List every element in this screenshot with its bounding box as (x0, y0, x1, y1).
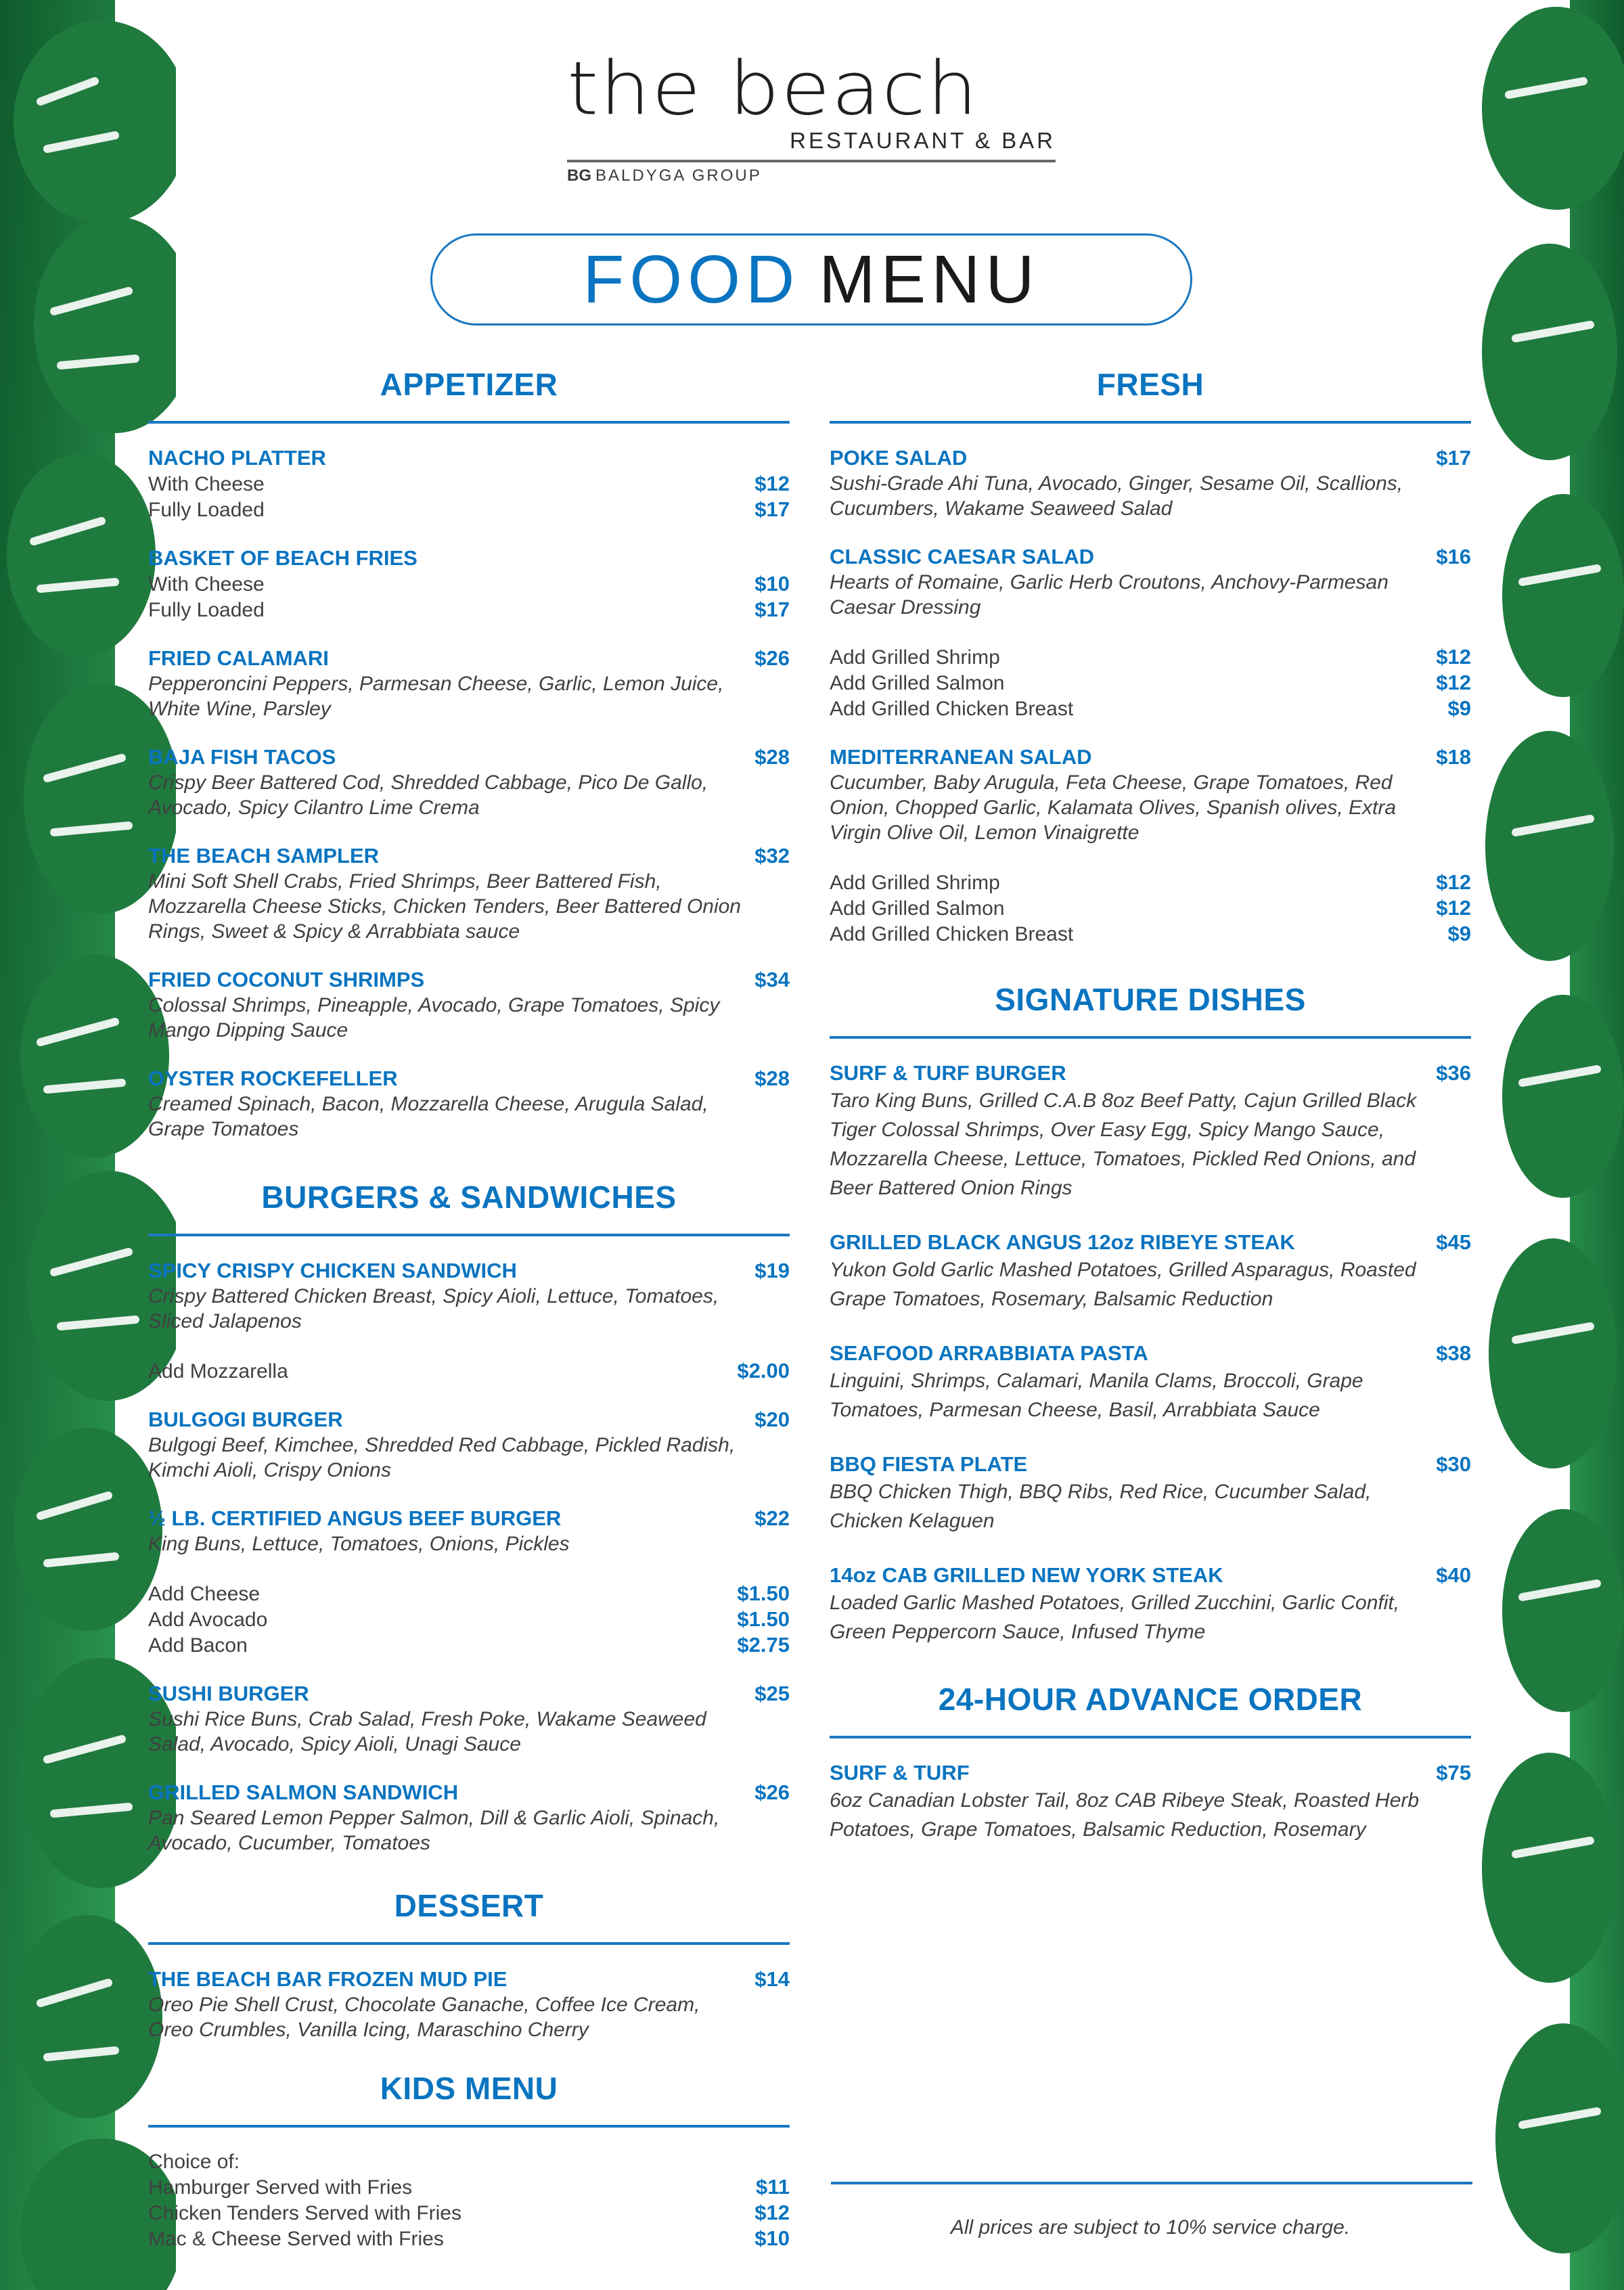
item-description: Creamed Spinach, Bacon, Mozzarella Cheese, Arugula Salad, Grape Tomatoes (148, 1093, 708, 1140)
page-title (430, 233, 1192, 325)
menu-item (148, 1780, 790, 1856)
logo-subtitle: RESTAURANT & BAR (790, 128, 1056, 153)
item-name: ½ LB. CERTIFIED ANGUS BEEF BURGER (148, 1506, 562, 1530)
item-description: Taro King Buns, Grilled C.A.B 8oz Beef Patty, Cajun Grilled Black Tiger Colossal Shrimps, Over Easy Egg, Spicy Mango Sauce, Mozzarella Cheese, Lettuce, Tomatoes, Pickled Red Onions, and Beer Battered Onion Rings (830, 1090, 1417, 1199)
section-title: SIGNATURE DISHES (995, 982, 1306, 1017)
item-description: Colossal Shrimps, Pineapple, Avocado, Grape Tomatoes, Spicy Mango Dipping Sauce (148, 994, 720, 1041)
menu-item (148, 1681, 790, 1757)
section-fresh (830, 365, 1471, 947)
item-description: Mini Soft Shell Crabs, Fried Shrimps, Beer Battered Fish, Mozzarella Cheese Sticks, Chicken Tenders, Beer Battered Onion Rings, Sweet & Spicy & Arrabbiata sauce (148, 870, 741, 943)
price: $75 (1436, 1761, 1471, 1784)
footer-divider (831, 2182, 1472, 2184)
price: $22 (754, 1506, 790, 1530)
section-divider (148, 1942, 790, 1945)
item-name: GRILLED SALMON SANDWICH (148, 1780, 459, 1804)
price: $11 (755, 2175, 790, 2199)
price: $38 (1436, 1341, 1471, 1365)
menu-item (830, 544, 1471, 721)
addon-row: Add Cheese $1.50 (148, 1581, 790, 1605)
menu-item (148, 1258, 790, 1384)
group-name: BG BALDYGA GROUP (567, 166, 762, 185)
item-description: Crispy Beer Battered Cod, Shredded Cabbage, Pico De Gallo, Avocado, Spicy Cilantro Lime Crema (148, 771, 708, 819)
menu-item (148, 1506, 790, 1658)
price: $17 (754, 497, 790, 521)
service-charge-note: All prices are subject to 10% service charge. (950, 2216, 1351, 2239)
price: $12 (1436, 896, 1471, 920)
item-name: OYSTER ROCKEFELLER (148, 1067, 398, 1090)
section-advance-order (830, 1680, 1471, 1844)
addon-row: Add Grilled Shrimp $12 (830, 645, 1471, 669)
price: $2.00 (737, 1359, 790, 1383)
item-description: Sushi Rice Buns, Crab Salad, Fresh Poke, Wakame Seaweed Salad, Avocado, Spicy Aioli, Unagi Sauce (148, 1708, 706, 1755)
addon-row: Add Grilled Salmon $12 (830, 671, 1471, 694)
price: $10 (754, 572, 790, 596)
section-divider (830, 1036, 1471, 1039)
item-description: Crispy Battered Chicken Breast, Spicy Aioli, Lettuce, Tomatoes, Sliced Jalapenos (148, 1285, 719, 1332)
menu-item (148, 967, 790, 1043)
price: $10 (754, 2226, 790, 2250)
section-title: 24-HOUR ADVANCE ORDER (938, 1682, 1363, 1717)
menu-item (830, 1563, 1471, 1646)
section-divider (830, 1736, 1471, 1738)
item-name: BBQ FIESTA PLATE (830, 1452, 1028, 1476)
item-name: CLASSIC CAESAR SALAD (830, 545, 1094, 568)
item-description: Sushi-Grade Ahi Tuna, Avocado, Ginger, Sesame Oil, Scallions, Cucumbers, Wakame Seaweed Salad (830, 472, 1403, 520)
addon-row: Add Mozzarella $2.00 (148, 1359, 790, 1383)
item-name: FRIED COCONUT SHRIMPS (148, 968, 425, 991)
menu-item (148, 1967, 790, 2042)
item-name: GRILLED BLACK ANGUS 12oz RIBEYE STEAK (830, 1230, 1295, 1254)
price: $12 (1436, 671, 1471, 694)
addon-list (830, 644, 1471, 721)
price: $1.50 (737, 1607, 790, 1631)
item-name: SPICY CRISPY CHICKEN SANDWICH (148, 1259, 517, 1282)
section-burgers-sandwiches (148, 1178, 790, 1856)
price: $18 (1436, 745, 1471, 769)
section-divider (830, 421, 1471, 424)
section-appetizer (148, 365, 790, 1142)
menu-item (830, 1452, 1471, 1535)
menu-item (830, 744, 1471, 947)
price: $28 (754, 1067, 790, 1090)
item-description: Pepperoncini Peppers, Parmesan Cheese, Garlic, Lemon Juice, White Wine, Parsley (148, 673, 724, 720)
logo-divider (567, 160, 1056, 162)
addon-list (830, 870, 1471, 947)
item-name: NACHO PLATTER (148, 446, 326, 470)
menu-item (148, 1066, 790, 1142)
item-name: BULGOGI BURGER (148, 1408, 343, 1431)
addon-list (148, 1581, 790, 1658)
addon-row: Add Avocado $1.50 (148, 1607, 790, 1631)
price: $19 (754, 1259, 790, 1282)
item-description: Oreo Pie Shell Crust, Chocolate Ganache, Coffee Ice Cream, Oreo Crumbles, Vanilla Icing, Maraschino Cherry (148, 1994, 700, 2041)
price: $12 (754, 2201, 790, 2224)
price: $2.75 (737, 1633, 790, 1657)
item-name: THE BEACH BAR FROZEN MUD PIE (148, 1967, 508, 1991)
item-name: SEAFOOD ARRABBIATA PASTA (830, 1341, 1148, 1365)
item-description: Linguini, Shrimps, Calamari, Manila Clams, Broccoli, Grape Tomatoes, Parmesan Cheese, Basil, Arrabbiata Sauce (830, 1370, 1363, 1421)
price: $9 (1447, 696, 1471, 720)
price: $25 (754, 1682, 790, 1705)
section-dessert (148, 1887, 790, 2042)
item-name: SURF & TURF (830, 1761, 970, 1784)
item-name: BAJA FISH TACOS (148, 745, 336, 769)
price: $36 (1436, 1061, 1471, 1085)
price: $26 (754, 646, 790, 670)
option-row: Fully Loaded $17 (148, 598, 790, 621)
price: $9 (1447, 922, 1471, 945)
price: $12 (754, 472, 790, 495)
menu-item (148, 1407, 790, 1483)
addon-row: Add Grilled Shrimp $12 (830, 870, 1471, 894)
price: $32 (754, 844, 790, 868)
menu-item (830, 1341, 1471, 1424)
price: $40 (1436, 1563, 1471, 1587)
item-description: Loaded Garlic Mashed Potatoes, Grilled Zucchini, Garlic Confit, Green Peppercorn Sauce, Infused Thyme (830, 1592, 1400, 1643)
addon-row: Add Grilled Chicken Breast $9 (830, 696, 1471, 720)
price: $16 (1436, 545, 1471, 568)
item-description: Bulgogi Beef, Kimchee, Shredded Red Cabbage, Pickled Radish, Kimchi Aioli, Crispy Onions (148, 1434, 736, 1481)
addon-row: Add Grilled Salmon $12 (830, 896, 1471, 920)
title-word-food: FOOD (583, 242, 800, 317)
option-row: With Cheese $12 (148, 472, 790, 495)
option-row: Mac & Cheese Served with Fries $10 (148, 2226, 790, 2250)
item-description: King Buns, Lettuce, Tomatoes, Onions, Pickles (148, 1533, 570, 1555)
group-mark-icon: BG (567, 166, 591, 185)
menu-item (148, 744, 790, 820)
option-row: Chicken Tenders Served with Fries $12 (148, 2201, 790, 2224)
kids-intro: Choice of: (148, 2151, 240, 2173)
item-name: FRIED CALAMARI (148, 646, 329, 670)
item-name: MEDITERRANEAN SALAD (830, 745, 1092, 769)
item-description: Hearts of Romaine, Garlic Herb Croutons, Anchovy-Parmesan Caesar Dressing (830, 571, 1389, 619)
item-description: Cucumber, Baby Arugula, Feta Cheese, Grape Tomatoes, Red Onion, Chopped Garlic, Kalamata Olives, Spanish olives, Extra Virgin Olive Oil, Lemon Vinaigrette (830, 771, 1397, 844)
section-signature-dishes (830, 981, 1471, 1646)
section-kids-menu (148, 2069, 790, 2251)
menu-item (148, 445, 790, 522)
menu-item (148, 843, 790, 944)
price: $45 (1436, 1230, 1471, 1254)
section-title: BURGERS & SANDWICHES (261, 1180, 677, 1215)
item-description: Yukon Gold Garlic Mashed Potatoes, Grilled Asparagus, Roasted Grape Tomatoes, Rosemary, Balsamic Reduction (830, 1259, 1416, 1310)
right-column (830, 365, 1471, 1867)
section-divider (148, 1234, 790, 1236)
option-row: Hamburger Served with Fries $11 (148, 2175, 790, 2199)
menu-item (148, 545, 790, 623)
section-title: KIDS MENU (380, 2071, 558, 2106)
price: $20 (754, 1408, 790, 1431)
price: $26 (754, 1780, 790, 1804)
option-row: With Cheese $10 (148, 572, 790, 596)
price: $17 (1436, 446, 1471, 470)
logo-wordmark: the beach (567, 45, 979, 132)
price: $34 (754, 968, 790, 991)
addon-row: Add Bacon $2.75 (148, 1633, 790, 1657)
item-name: SURF & TURF BURGER (830, 1061, 1066, 1085)
item-name: THE BEACH SAMPLER (148, 844, 380, 868)
menu-item (830, 1060, 1471, 1203)
menu-item (148, 646, 790, 721)
price: $12 (1436, 645, 1471, 669)
option-row: Fully Loaded $17 (148, 497, 790, 521)
item-name: SUSHI BURGER (148, 1682, 309, 1705)
price: $14 (754, 1967, 790, 1991)
menu-item (830, 445, 1471, 521)
title-word-menu: MENU (819, 242, 1040, 317)
item-description: Pan Seared Lemon Pepper Salmon, Dill & Garlic Aioli, Spinach, Avocado, Cucumber, Tomatoes (148, 1807, 720, 1854)
item-name: BASKET OF BEACH FRIES (148, 546, 418, 570)
price: $30 (1436, 1452, 1471, 1476)
section-title: APPETIZER (380, 367, 558, 402)
addon-row: Add Grilled Chicken Breast $9 (830, 922, 1471, 945)
menu-item (830, 1230, 1471, 1314)
item-name: POKE SALAD (830, 446, 968, 470)
section-title: FRESH (1096, 367, 1204, 402)
item-description: 6oz Canadian Lobster Tail, 8oz CAB Ribeye Steak, Roasted Herb Potatoes, Grape Tomatoes, Balsamic Reduction, Rosemary (830, 1789, 1420, 1841)
price: $1.50 (737, 1581, 790, 1605)
section-divider (148, 421, 790, 424)
section-title: DESSERT (394, 1888, 544, 1923)
left-column (148, 365, 790, 2251)
menu-item (830, 1760, 1471, 1844)
price: $28 (754, 745, 790, 769)
restaurant-logo (567, 45, 1056, 185)
price: $17 (754, 598, 790, 621)
item-name: 14oz CAB GRILLED NEW YORK STEAK (830, 1563, 1223, 1587)
section-divider (148, 2125, 790, 2128)
price: $12 (1436, 870, 1471, 894)
item-description: BBQ Chicken Thigh, BBQ Ribs, Red Rice, Cucumber Salad, Chicken Kelaguen (830, 1481, 1372, 1532)
